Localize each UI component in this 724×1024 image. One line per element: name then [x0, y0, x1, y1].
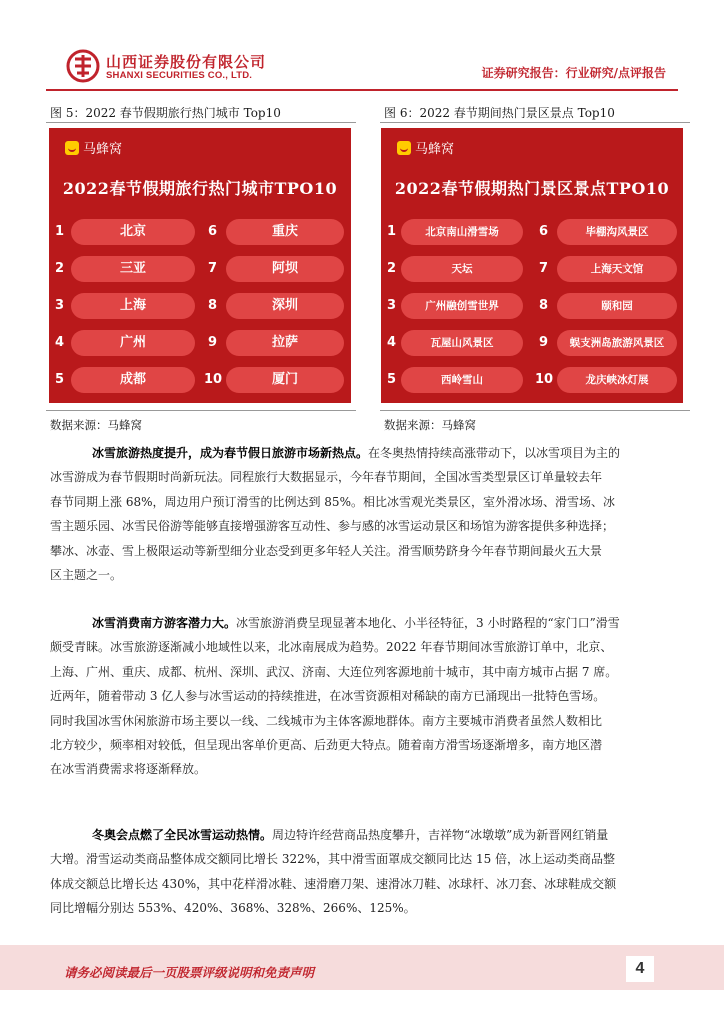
rank-item [381, 255, 683, 283]
rank-item [381, 329, 683, 357]
figure6-top-rule [380, 122, 690, 123]
rank-number: 3 [387, 298, 397, 313]
figure6-title: 2022春节假期热门景区景点TPO10 [394, 179, 670, 198]
rank-name: 三亚 [71, 256, 195, 282]
paragraph-line: 大增。滑雪运动类商品整体成交额同比增长 322%，其中滑雪面罩成交额同比达 15 倍，冰上运动类商品整 [50, 852, 616, 867]
rank-number: 10 [204, 372, 223, 387]
rank-number: 4 [55, 335, 65, 350]
rank-number: 1 [387, 224, 397, 239]
rank-item [381, 366, 683, 394]
paragraph-line: 雪主题乐园、冰雪民俗游等能够直接增强游客互动性、参与感的冰雪运动景区和场馆为游客提供多种选择； [50, 519, 615, 534]
rank-name: 西岭雪山 [401, 367, 523, 393]
rank-item [49, 366, 351, 394]
figure6-image [381, 128, 683, 403]
figure6-source: 数据来源：马蜂窝 [384, 418, 476, 432]
rank-name: 广州融创雪世界 [401, 293, 523, 319]
paragraph-text: 冰雪旅游消费呈现显著本地化、小半径特征，3 小时路程的“家门口”滑雪 [236, 616, 620, 630]
rank-name: 北京南山滑雪场 [401, 219, 523, 245]
company-name-en: SHANXI SECURITIES CO., LTD. [106, 70, 253, 81]
rank-number: 7 [208, 261, 218, 276]
page-header [0, 0, 724, 92]
rank-number: 6 [208, 224, 218, 239]
page-number: 4 [626, 956, 654, 982]
paragraph-lead: 冰雪旅游热度提升，成为春节假日旅游市场新热点。 [92, 446, 369, 460]
mafengwo-icon [397, 141, 411, 155]
paragraph-line: 春节同期上涨 68%，周边用户预订滑雪的比例达到 85%。相比冰雪观光类景区，室外滑冰场、滑雪场、冰 [50, 494, 615, 509]
rank-name: 厦门 [226, 367, 344, 393]
rank-name: 重庆 [226, 219, 344, 245]
report-type: 证券研究报告：行业研究/点评报告 [481, 66, 666, 80]
rank-name: 上海天文馆 [557, 256, 677, 282]
paragraph-line: 区主题之一。 [50, 568, 123, 582]
rank-item [49, 218, 351, 246]
paragraph-line: 北方较少，频率相对较低，但呈现出客单价更高、后劲更大特点。随着南方滑雪场逐渐增多，南方地区潜 [50, 738, 603, 752]
paragraph-line: 冰雪游成为春节假期时尚新玩法。同程旅行大数据显示，今年春节期间，全国冰雪类型景区订单量较去年 [50, 470, 603, 485]
figure5-caption: 图 5：2022 春节假期旅行热门城市 Top10 [50, 106, 281, 120]
figure5-image [49, 128, 351, 403]
mafengwo-icon [65, 141, 79, 155]
rank-number: 6 [539, 224, 549, 239]
mafengwo-brand [397, 138, 454, 157]
figure5-bottom-rule [46, 410, 356, 411]
paragraph-line [92, 444, 620, 461]
rank-name: 龙庆峡冰灯展 [557, 367, 677, 393]
rank-name: 瓦屋山风景区 [401, 330, 523, 356]
company-name-cn: 山西证券股份有限公司 [106, 53, 267, 71]
paragraph-text: 周边特许经营商品热度攀升，吉祥物“冰墩墩”成为新晋网红销量 [272, 828, 609, 842]
mafengwo-brand [65, 138, 122, 157]
rank-item [381, 218, 683, 246]
paragraph-line: 同时我国冰雪休闲旅游市场主要以一线、二线城市为主体客源地群体。南方主要城市消费者虽然人数相比 [50, 713, 603, 728]
rank-number: 7 [539, 261, 549, 276]
rank-number: 5 [55, 372, 65, 387]
rank-number: 9 [208, 335, 218, 350]
rank-name: 广州 [71, 330, 195, 356]
paragraph-line: 上海、广州、重庆、成都、杭州、深圳、武汉、济南、大连位列客源地前十城市，其中南方城市占据 7 席。 [50, 664, 618, 679]
paragraph-line: 近两年，随着带动 3 亿人参与冰雪运动的持续推进，在冰雪资源相对稀缺的南方已涌现出一批特色雪场。 [50, 689, 606, 704]
rank-number: 10 [535, 372, 554, 387]
rank-name: 拉萨 [226, 330, 344, 356]
rank-item [381, 292, 683, 320]
paragraph-text: 在冬奥热情持续高涨带动下，以冰雪项目为主的 [368, 446, 621, 460]
figure5-source: 数据来源：马蜂窝 [50, 418, 142, 432]
rank-name: 深圳 [226, 293, 344, 319]
rank-name: 毕棚沟风景区 [557, 219, 677, 245]
rank-name: 颐和园 [557, 293, 677, 319]
rank-number: 8 [208, 298, 218, 313]
rank-number: 3 [55, 298, 65, 313]
rank-number: 8 [539, 298, 549, 313]
rank-item [49, 292, 351, 320]
figure6-caption: 图 6：2022 春节期间热门景区景点 Top10 [384, 106, 615, 120]
paragraph-lead: 冬奥会点燃了全民冰雪运动热情。 [92, 828, 273, 842]
rank-item [49, 329, 351, 357]
rank-name: 成都 [71, 367, 195, 393]
paragraph-line: 体成交额总比增长达 430%，其中花样滑冰鞋、速滑磨刀架、速滑冰刀鞋、冰球杆、冰刀套、冰球鞋成交额 [50, 876, 617, 891]
paragraph-line: 颇受青睐。冰雪旅游逐渐减小地域性以来，北冰南展成为趋势。2022 年春节期间冰雪旅游订单中，北京、 [50, 640, 613, 655]
paragraph-line: 攀冰、冰壶、雪上极限运动等新型细分业态受到更多年轻人关注。滑雪顺势跻身今年春节期间最火五大景 [50, 543, 603, 558]
rank-item [49, 255, 351, 283]
shanxi-securities-logo-icon [66, 49, 100, 83]
paragraph-line: 同比增幅分别达 553%、420%、368%、328%、266%、125%。 [50, 901, 416, 916]
figure5-title: 2022春节假期旅行热门城市TPO10 [62, 179, 338, 198]
mafengwo-label: 马蜂窝 [83, 142, 123, 157]
rank-number: 2 [55, 261, 65, 276]
paragraph-line [92, 614, 620, 631]
paragraph-line [92, 826, 608, 843]
rank-name: 天坛 [401, 256, 523, 282]
rank-number: 5 [387, 372, 397, 387]
rank-number: 4 [387, 335, 397, 350]
rank-name: 北京 [71, 219, 195, 245]
rank-number: 9 [539, 335, 549, 350]
mafengwo-label: 马蜂窝 [415, 142, 455, 157]
paragraph-line: 在冰雪消费需求将逐渐释放。 [50, 762, 207, 777]
rank-name: 上海 [71, 293, 195, 319]
figure5-top-rule [46, 122, 356, 123]
rank-name: 蜈支洲岛旅游风景区 [557, 330, 677, 356]
figure6-bottom-rule [380, 410, 690, 411]
header-divider [46, 89, 678, 91]
rank-name: 阿坝 [226, 256, 344, 282]
footer-disclaimer[interactable]: 请务必阅读最后一页股票评级说明和免责声明 [64, 965, 315, 980]
rank-number: 2 [387, 261, 397, 276]
rank-number: 1 [55, 224, 65, 239]
paragraph-lead: 冰雪消费南方游客潜力大。 [92, 616, 237, 630]
